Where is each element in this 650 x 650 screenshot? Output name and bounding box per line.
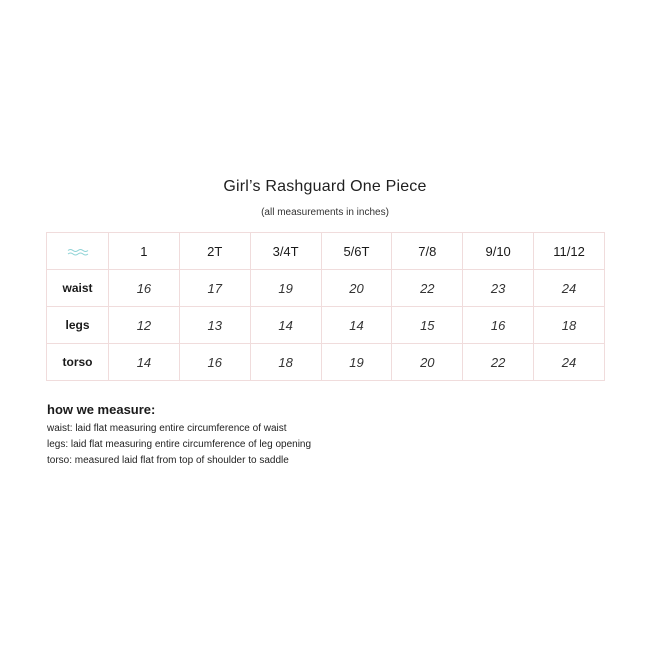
measurement-cell: 20 [321,270,392,307]
measurement-cell: 16 [179,344,250,381]
corner-cell [47,233,109,270]
size-header-row [47,233,605,270]
how-we-measure-notes [47,421,311,469]
row-label: legs [47,307,109,344]
measure-note-waist: waist: laid flat measuring entire circumference of waist [47,423,287,434]
measurement-cell: 22 [392,270,463,307]
measurement-cell: 12 [109,307,180,344]
size-header-cell: 1 [109,233,180,270]
size-header-cell: 7/8 [392,233,463,270]
measurement-cell: 24 [534,344,605,381]
size-header-cell: 5/6T [321,233,392,270]
measurement-cell: 16 [109,270,180,307]
measurement-cell: 20 [392,344,463,381]
measurement-cell: 14 [109,344,180,381]
measurement-cell: 22 [463,344,534,381]
measurement-cell: 24 [534,270,605,307]
how-we-measure-heading: how we measure: [47,402,156,417]
measurement-cell: 15 [392,307,463,344]
measure-note-legs: legs: laid flat measuring entire circumference of leg opening [47,439,312,450]
measurement-cell: 14 [250,307,321,344]
measurement-cell: 23 [463,270,534,307]
size-chart-table [46,232,605,381]
page-subtitle: (all measurements in inches) [261,207,389,218]
row-label: torso [47,344,109,381]
measurement-cell: 19 [321,344,392,381]
size-header-cell: 3/4T [250,233,321,270]
page-title: Girl’s Rashguard One Piece [223,178,427,195]
measurement-cell: 19 [250,270,321,307]
size-header-cell: 9/10 [463,233,534,270]
size-header-cell: 11/12 [534,233,605,270]
measurement-cell: 14 [321,307,392,344]
measurement-cell: 17 [179,270,250,307]
measurement-cell: 18 [534,307,605,344]
measure-note-torso: torso: measured laid flat from top of shoulder to saddle [47,455,289,466]
size-header-cell: 2T [179,233,250,270]
measurement-cell: 16 [463,307,534,344]
table-row-waist [47,270,605,307]
measurement-cell: 13 [179,307,250,344]
table-row-torso [47,344,605,381]
row-label: waist [47,270,109,307]
measurement-cell: 18 [250,344,321,381]
wave-icon [67,248,89,256]
table-row-legs [47,307,605,344]
